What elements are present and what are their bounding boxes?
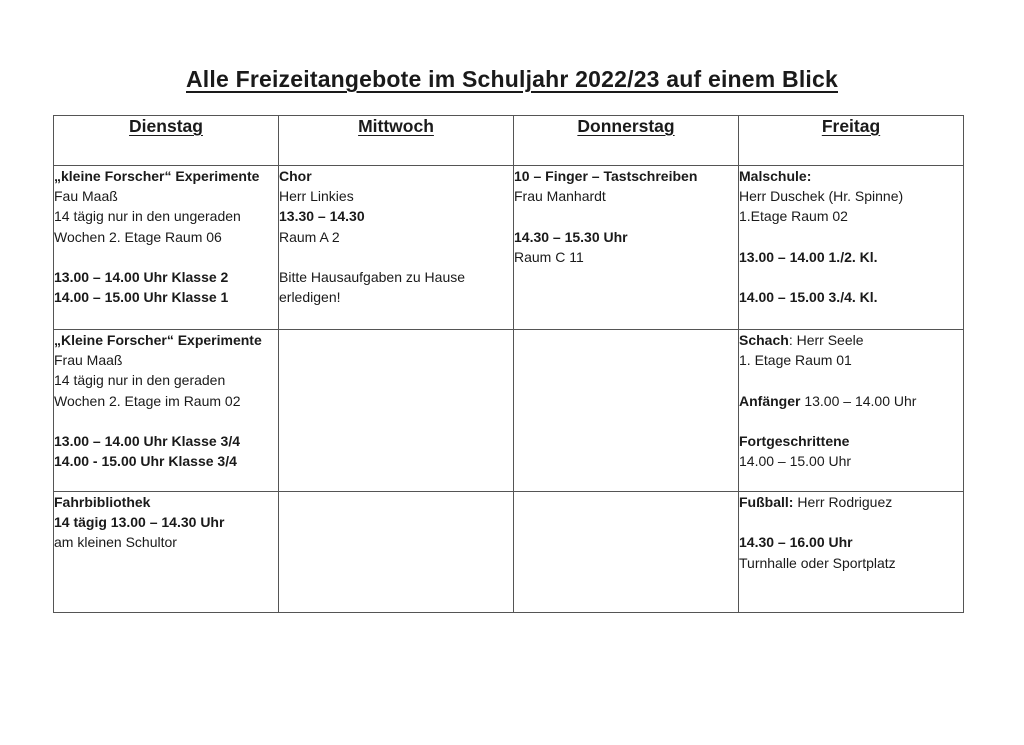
day-header-mittwoch: Mittwoch	[279, 116, 514, 166]
time: 14.30 – 15.30 Uhr	[514, 228, 628, 245]
teacher: Herr Rodriguez	[793, 494, 893, 510]
teacher: Frau Manhardt	[514, 188, 606, 205]
activity-name: Fahrbibliothek	[54, 494, 151, 510]
page-title: Alle Freizeitangebote im Schuljahr 2022/23 auf einem Blick	[186, 66, 838, 92]
cell-donnerstag-2	[514, 330, 739, 492]
cell-dienstag-2	[54, 330, 279, 492]
time: 13.00 – 14.00 1./2. Kl.	[739, 248, 878, 265]
schedule-table	[53, 115, 964, 613]
time: 14.00 – 15.00 Uhr Klasse 1	[54, 289, 229, 306]
time: 13.00 – 14.00 Uhr Klasse 2	[54, 269, 229, 285]
day-header-freitag: Freitag	[739, 116, 964, 166]
cell-freitag-3	[739, 492, 964, 613]
activity-name: Chor	[279, 168, 312, 184]
day-header-donnerstag: Donnerstag	[514, 116, 739, 166]
note: 14 tägig nur in den ungeraden	[54, 208, 241, 225]
time: 13.30 – 14.30	[279, 208, 365, 225]
teacher: Frau Maaß	[54, 352, 123, 369]
level: Fortgeschrittene	[739, 432, 850, 449]
room: 1. Etage Raum 01	[739, 352, 852, 369]
schedule-row	[54, 166, 964, 330]
note: Wochen 2. Etage im Raum 02	[54, 392, 241, 409]
activity-name: 10 – Finger – Tastschreiben	[514, 168, 698, 184]
activity-name: Schach	[739, 332, 789, 348]
cell-mittwoch-3	[279, 492, 514, 613]
place: Turnhalle oder Sportplatz	[739, 554, 896, 571]
room: Raum A 2	[279, 228, 340, 245]
room: Raum C 11	[514, 248, 584, 265]
activity-name: Malschule:	[739, 168, 812, 184]
cell-mittwoch-1	[279, 166, 514, 330]
cell-freitag-1	[739, 166, 964, 330]
day-header-dienstag: Dienstag	[54, 116, 279, 166]
schedule-row	[54, 330, 964, 492]
cell-dienstag-1	[54, 166, 279, 330]
teacher: : Herr Seele	[788, 332, 864, 348]
time: 14.30 – 16.00 Uhr	[739, 534, 853, 551]
activity-name: „Kleine Forscher“ Experimente	[54, 332, 262, 348]
level: Anfänger	[739, 392, 801, 409]
time: 14.00 – 15.00 3./4. Kl.	[739, 289, 878, 306]
cell-donnerstag-3	[514, 492, 739, 613]
note: erledigen!	[279, 289, 341, 306]
header-row	[54, 116, 964, 166]
time: 14.00 – 15.00 Uhr	[739, 453, 852, 470]
time: 13.00 – 14.00 Uhr	[800, 392, 917, 409]
teacher: Herr Duschek (Hr. Spinne)	[739, 188, 904, 205]
teacher: Fau Maaß	[54, 188, 118, 205]
cell-freitag-2	[739, 330, 964, 492]
note: 14 tägig nur in den geraden	[54, 372, 226, 389]
activity-name: Fußball:	[739, 494, 794, 510]
room: 1.Etage Raum 02	[739, 208, 848, 225]
time: 14.00 - 15.00 Uhr Klasse 3/4	[54, 453, 237, 470]
activity-name: „kleine Forscher“ Experimente	[54, 168, 260, 184]
teacher: Herr Linkies	[279, 188, 354, 205]
cell-mittwoch-2	[279, 330, 514, 492]
time: 13.00 – 14.00 Uhr Klasse 3/4	[54, 433, 241, 449]
schedule-row	[54, 492, 964, 613]
time: 14 tägig 13.00 – 14.30 Uhr	[54, 514, 225, 531]
note: Wochen 2. Etage Raum 06	[54, 228, 222, 245]
cell-dienstag-3	[54, 492, 279, 613]
note: Bitte Hausaufgaben zu Hause	[279, 269, 466, 285]
place: am kleinen Schultor	[54, 534, 177, 551]
cell-donnerstag-1	[514, 166, 739, 330]
